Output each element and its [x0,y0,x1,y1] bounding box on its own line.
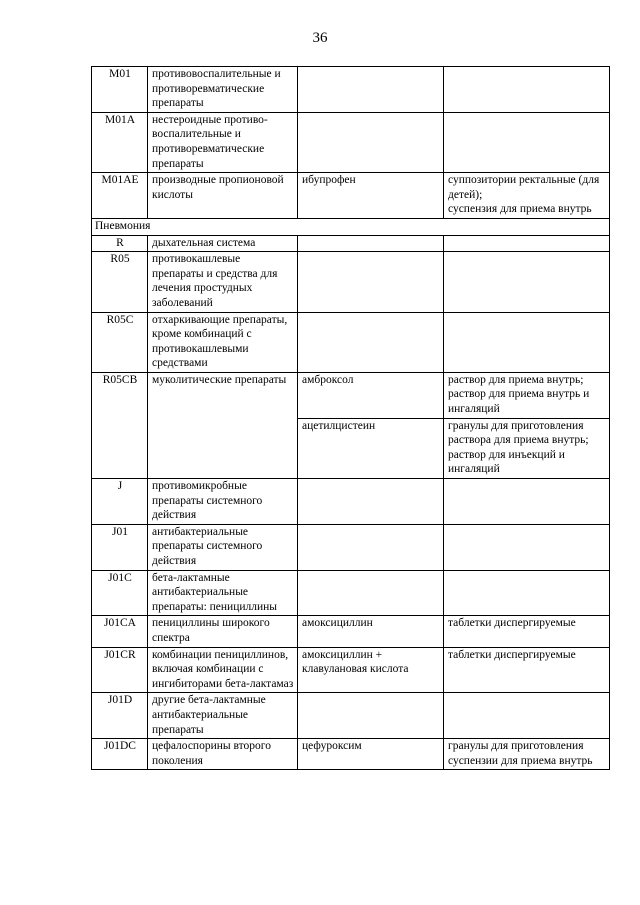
atc-group-cell: противомикробные препараты системного действия [148,479,298,525]
table-row [92,235,610,252]
drug-table [91,66,610,770]
section-heading: Пневмония [92,218,610,235]
dosage-form-cell [444,693,610,739]
dosage-form-cell [444,570,610,616]
table-row [92,570,610,616]
page-number: 36 [312,30,328,46]
atc-code-cell: R05 [92,252,148,312]
atc-code-cell: J01C [92,570,148,616]
dosage-form-cell: раствор для приема внутрь; раствор для приема внутрь и ингаляций [444,372,610,418]
table-row [92,173,610,219]
drug-name-cell [298,524,444,570]
atc-group-cell: противокашлевые препараты и средства для лечения простудных заболеваний [148,252,298,312]
drug-name-cell [298,312,444,372]
atc-group-cell: пенициллины широкого спектра [148,616,298,647]
drug-name-cell: амоксициллин + клавулановая кислота [298,647,444,693]
atc-code-cell: J01CA [92,616,148,647]
atc-code-cell: J [92,479,148,525]
atc-code-cell: M01A [92,112,148,172]
atc-group-cell: производные пропионовой кислоты [148,173,298,219]
drug-name-cell [298,252,444,312]
table-row [92,693,610,739]
table-row [92,112,610,172]
table-row [92,312,610,372]
atc-code-cell: J01DC [92,739,148,770]
table-row [92,67,610,113]
drug-name-cell: ибупрофен [298,173,444,219]
atc-group-cell: нестероидные противо-воспалительные и противоревматические препараты [148,112,298,172]
table-body [92,67,610,770]
table-row [92,524,610,570]
drug-name-cell [298,693,444,739]
dosage-form-cell [444,252,610,312]
atc-group-cell: муколитические препараты [148,372,298,478]
atc-code-cell: R05C [92,312,148,372]
atc-group-cell: антибактериальные препараты системного действия [148,524,298,570]
dosage-form-cell: гранулы для приготовления суспензии для приема внутрь [444,739,610,770]
dosage-form-cell [444,479,610,525]
atc-code-cell: M01AE [92,173,148,219]
drug-name-cell: амброксол [298,372,444,418]
table-row [92,252,610,312]
drug-name-cell: амоксициллин [298,616,444,647]
drug-name-cell: ацетилцистеин [298,418,444,478]
atc-group-cell: другие бета-лактамные антибактериальные препараты [148,693,298,739]
drug-name-cell [298,479,444,525]
dosage-form-cell [444,112,610,172]
table-row [92,739,610,770]
table-row [92,372,610,418]
dosage-form-cell [444,312,610,372]
atc-code-cell: R05CB [92,372,148,478]
atc-code-cell: M01 [92,67,148,113]
table-row [92,479,610,525]
atc-code-cell: J01D [92,693,148,739]
atc-group-cell: противовоспалительные и противоревматические препараты [148,67,298,113]
drug-name-cell [298,570,444,616]
dosage-form-cell: таблетки диспергируемые [444,616,610,647]
atc-group-cell: цефалоспорины второго поколения [148,739,298,770]
atc-group-cell: отхаркивающие препараты, кроме комбинаций с противокашлевыми средствами [148,312,298,372]
atc-group-cell: бета-лактамные антибактериальные препараты: пенициллины [148,570,298,616]
atc-code-cell: J01 [92,524,148,570]
dosage-form-cell [444,524,610,570]
atc-code-cell: R [92,235,148,252]
table-row [92,616,610,647]
dosage-form-cell: суппозитории ректальные (для детей); суспензия для приема внутрь [444,173,610,219]
atc-code-cell: J01CR [92,647,148,693]
drug-name-cell [298,67,444,113]
dosage-form-cell: таблетки диспергируемые [444,647,610,693]
drug-name-cell: цефуроксим [298,739,444,770]
table-row [92,647,610,693]
atc-group-cell: дыхательная система [148,235,298,252]
atc-group-cell: комбинации пенициллинов, включая комбинации с ингибиторами бета-лактамаз [148,647,298,693]
section-row [92,218,610,235]
dosage-form-cell [444,67,610,113]
drug-name-cell [298,112,444,172]
dosage-form-cell: гранулы для приготовления раствора для приема внутрь; раствор для инъекций и ингаляций [444,418,610,478]
drug-name-cell [298,235,444,252]
dosage-form-cell [444,235,610,252]
